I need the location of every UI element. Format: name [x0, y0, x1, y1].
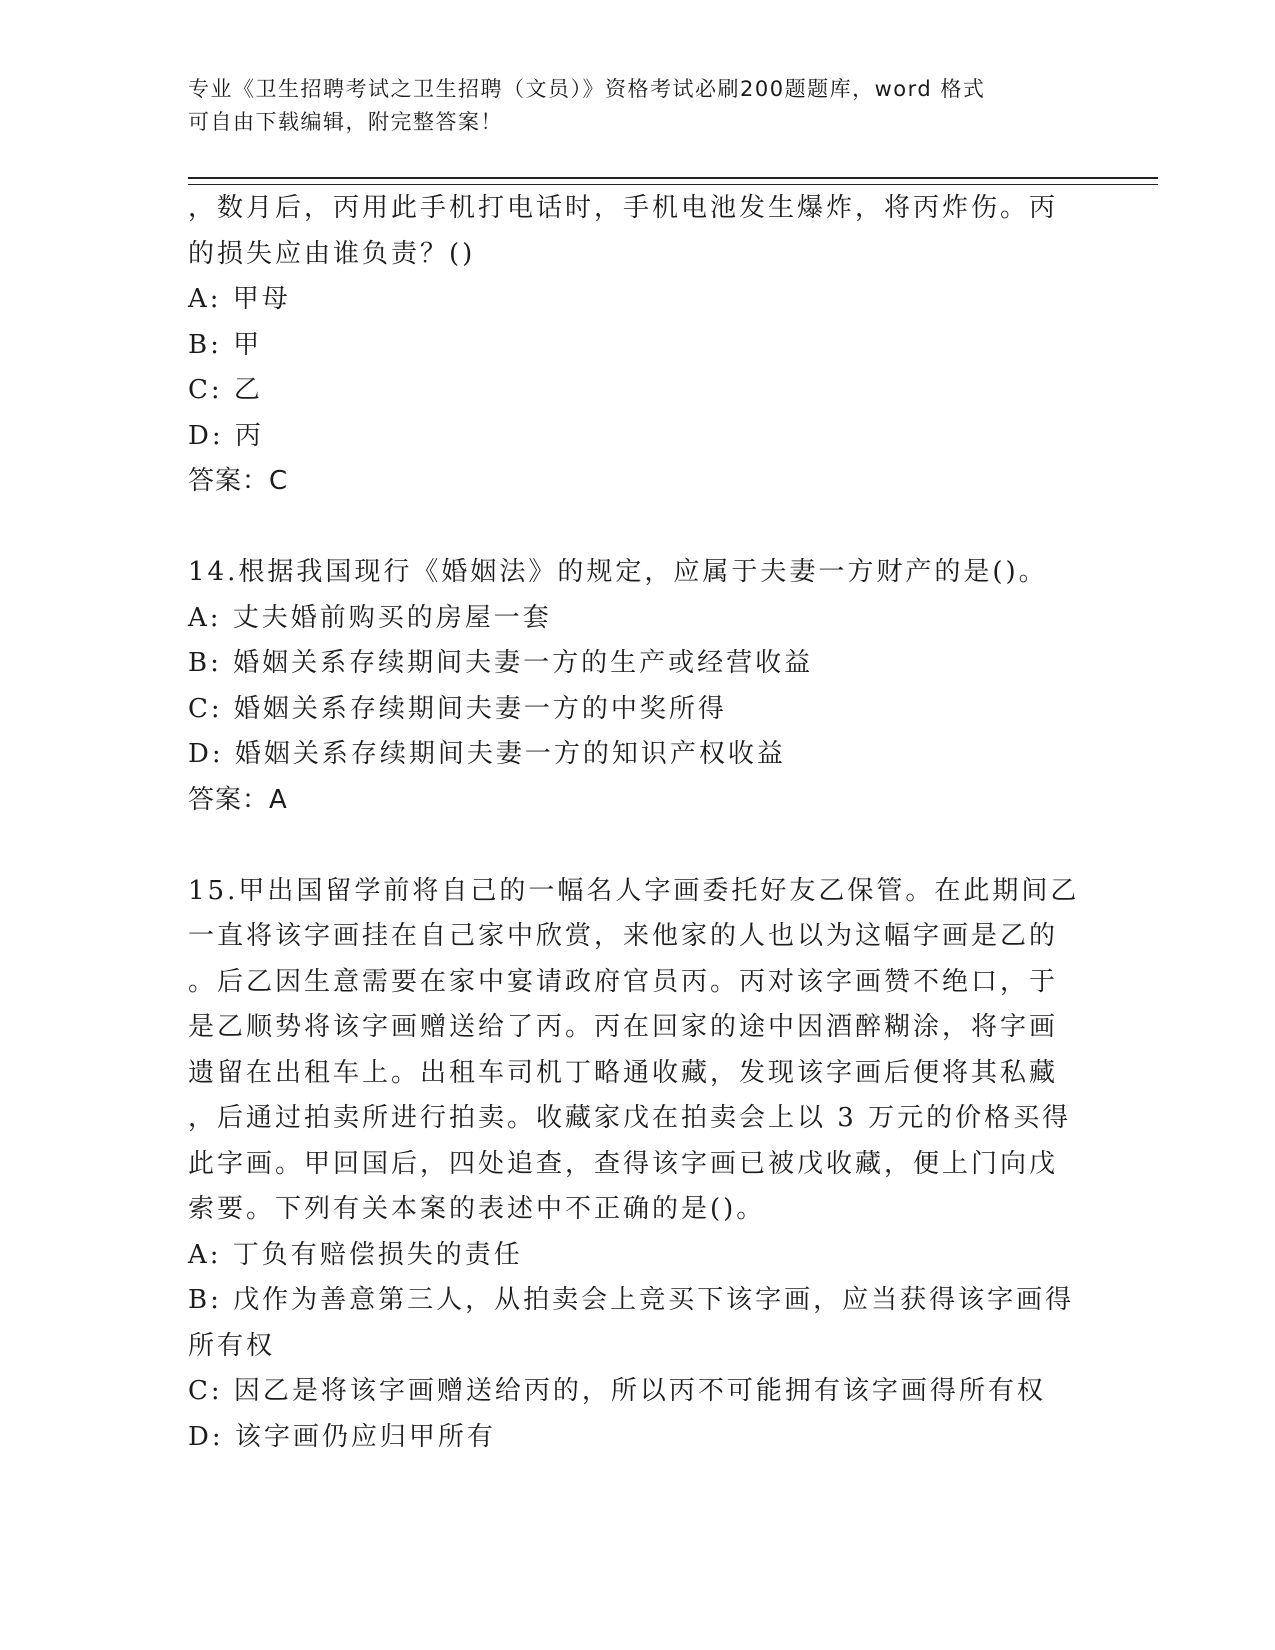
question-stem-line: 14.根据我国现行《婚姻法》的规定，应属于夫妻一方财产的是()。 [188, 557, 1048, 587]
spacer [188, 505, 1088, 551]
question-stem-line: 遗留在出租车上。出租车司机丁略通收藏，发现该字画后便将其私藏 [188, 1057, 1059, 1088]
question-stem-line: 15.甲出国留学前将自己的一幅名人字画委托好友乙保管。在此期间乙 [188, 875, 1080, 906]
question-13 [188, 186, 1088, 505]
question-stem-line: 的损失应由谁负责？() [188, 238, 476, 269]
answer-line: 答案：A [188, 784, 288, 815]
option-b-continued: 所有权 [188, 1330, 276, 1361]
option-b: B: 婚姻关系存续期间夫妻一方的生产或经营收益 [188, 648, 814, 678]
question-stem-line: 是乙顺势将该字画赠送给了丙。丙在回家的途中因酒醉糊涂，将字画 [188, 1012, 1059, 1042]
question-stem-line: 一直将该字画挂在自己家中欣赏，来他家的人也以为这幅字画是乙的 [188, 921, 1059, 951]
question-stem-line: ，数月后，丙用此手机打电话时，手机电池发生爆炸，将丙炸伤。丙 [188, 193, 1059, 223]
option-c: C: 乙 [188, 375, 263, 405]
spacer [188, 823, 1088, 869]
question-stem-line: 此字画。甲回国后，四处追查，查得该字画已被戊收藏，便上门向戊 [188, 1148, 1059, 1179]
question-content [188, 186, 1088, 1460]
option-a: A: 丁负有赔偿损失的责任 [188, 1239, 523, 1270]
option-a: A: 丈夫婚前购买的房屋一套 [188, 602, 552, 633]
answer-line: 答案：C [188, 466, 289, 496]
option-c: C: 因乙是将该字画赠送给丙的，所以丙不可能拥有该字画得所有权 [188, 1376, 1046, 1406]
option-a: A: 甲母 [188, 284, 291, 314]
option-c: C: 婚姻关系存续期间夫妻一方的中奖所得 [188, 693, 727, 724]
header-divider-thick [188, 177, 1158, 179]
header-divider-thin [188, 184, 1158, 185]
question-14 [188, 550, 1088, 823]
question-stem-line: 索要。下列有关本案的表述中不正确的是()。 [188, 1194, 766, 1224]
option-d: D: 婚姻关系存续期间夫妻一方的知识产权收益 [188, 739, 786, 769]
option-d: D: 该字画仍应归甲所有 [188, 1421, 496, 1452]
question-15 [188, 869, 1088, 1461]
option-b: B: 甲 [188, 329, 263, 360]
header-line-1: 专业《卫生招聘考试之卫生招聘（文员）》资格考试必刷200题题库，word 格式 [188, 77, 986, 101]
document-header [188, 73, 1068, 139]
option-b: B: 戊作为善意第三人，从拍卖会上竞买下该字画，应当获得该字画得 [188, 1285, 1075, 1315]
header-line-2: 可自由下载编辑，附完整答案！ [188, 110, 503, 134]
question-stem-line: 。后乙因生意需要在家中宴请政府官员丙。丙对该字画赞不绝口，于 [188, 966, 1059, 997]
question-stem-line: ，后通过拍卖所进行拍卖。收藏家戊在拍卖会上以 3 万元的价格买得 [188, 1103, 1072, 1133]
option-d: D: 丙 [188, 420, 264, 451]
